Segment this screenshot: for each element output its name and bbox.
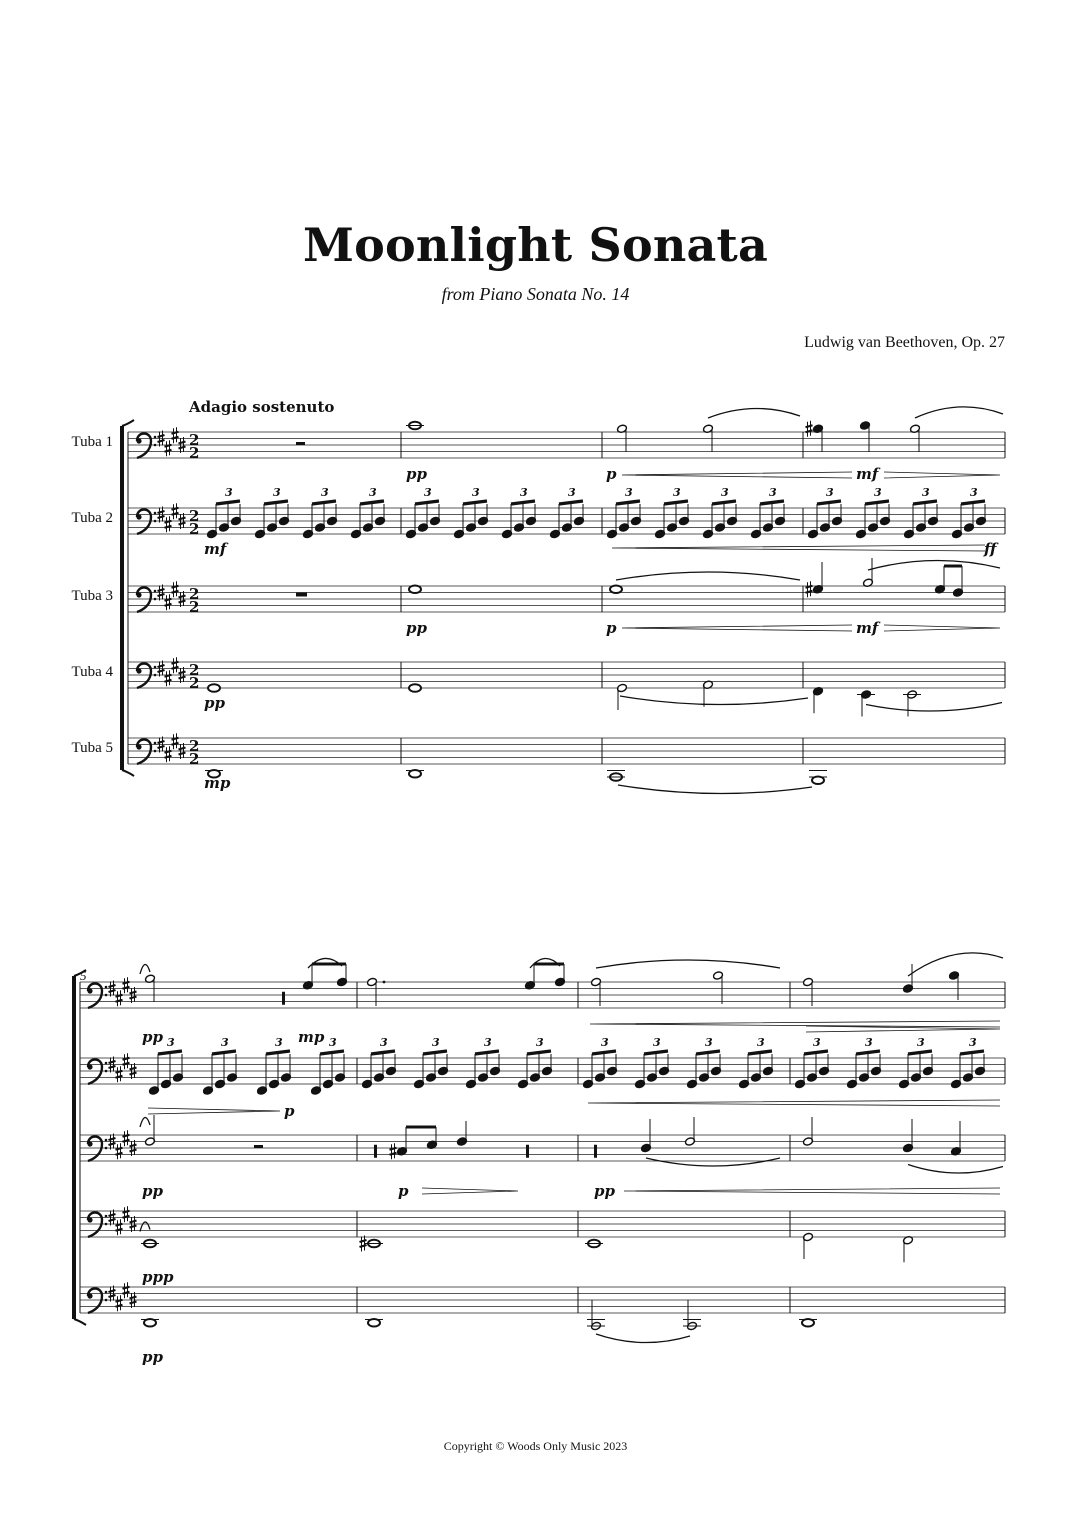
crescendo-hairpin <box>622 625 852 631</box>
time-signature-bottom: 2 <box>189 750 200 768</box>
diminuendo-hairpin <box>884 472 1000 478</box>
bracket-end <box>122 420 134 426</box>
bass-clef-icon <box>136 664 156 689</box>
tuplet-number: 3 <box>721 486 729 499</box>
bracket-end <box>74 1319 86 1325</box>
tuplet-number: 3 <box>432 1036 440 1049</box>
beam <box>856 1051 880 1054</box>
sharp-icon <box>806 421 813 437</box>
dynamic-marking: pp <box>406 619 427 637</box>
bass-clef-icon <box>87 1060 107 1085</box>
slur <box>646 1158 780 1166</box>
tuplet-number: 3 <box>329 1036 337 1049</box>
tuplet-number: 3 <box>970 486 978 499</box>
time-signature-bottom: 2 <box>189 444 200 462</box>
beam <box>371 1051 395 1054</box>
tuplet-number: 3 <box>922 486 930 499</box>
slur <box>915 407 1003 418</box>
tuplet-number: 3 <box>380 1036 388 1049</box>
slur <box>140 964 150 974</box>
beam <box>559 501 583 504</box>
slur <box>596 960 780 968</box>
tuplet-number: 3 <box>484 1036 492 1049</box>
dynamic-marking: mf <box>856 465 879 483</box>
beam <box>961 501 985 504</box>
tuplet-number: 3 <box>167 1036 175 1049</box>
beam <box>511 501 535 504</box>
bass-clef-icon <box>136 588 156 613</box>
beam <box>644 1051 668 1054</box>
page-title: Moonlight Sonata <box>303 218 768 272</box>
bass-clef-icon <box>87 1213 107 1238</box>
time-signature-bottom: 2 <box>189 674 200 692</box>
whole-note <box>812 776 824 784</box>
sharp-icon <box>172 581 179 597</box>
sharp-icon <box>390 1143 397 1159</box>
beam <box>616 501 640 504</box>
sharp-icon <box>165 746 172 762</box>
dynamic-marking: mp <box>298 1028 325 1046</box>
quarter-rest <box>526 1145 529 1158</box>
beam <box>475 1051 499 1054</box>
tuplet-number: 3 <box>321 486 329 499</box>
dynamic-marking: mp <box>204 774 231 792</box>
beam <box>158 1051 182 1054</box>
sharp-icon <box>172 427 179 443</box>
slur <box>596 1334 690 1343</box>
sharp-icon <box>123 977 130 993</box>
measure-number: 5 <box>80 968 87 983</box>
half-rest <box>254 1145 263 1148</box>
beam <box>804 1051 828 1054</box>
time-signature-top: 2 <box>189 661 200 679</box>
bass-clef-icon <box>87 1289 107 1314</box>
tuplet-number: 3 <box>520 486 528 499</box>
sharp-icon <box>116 1066 123 1082</box>
tuplet-number: 3 <box>273 486 281 499</box>
slur <box>620 696 808 705</box>
diminuendo-hairpin <box>422 1188 518 1194</box>
bass-clef-icon <box>136 434 156 459</box>
slur <box>618 785 812 794</box>
beam <box>817 501 841 504</box>
bracket-end <box>74 970 86 976</box>
time-signature-top: 2 <box>189 585 200 603</box>
crescendo-hairpin <box>588 1100 1000 1106</box>
instrument-label-tuba-1: Tuba 1 <box>71 434 113 450</box>
whole-note <box>409 770 421 778</box>
whole-note <box>802 1319 814 1327</box>
beam <box>312 501 336 504</box>
slur <box>140 1117 150 1127</box>
beam <box>908 1051 932 1054</box>
bass-clef-icon <box>87 984 107 1009</box>
time-signature-bottom: 2 <box>189 520 200 538</box>
whole-note <box>610 585 622 593</box>
beam <box>266 1051 290 1054</box>
dynamic-marking: mf <box>204 540 227 558</box>
tuplet-number: 3 <box>536 1036 544 1049</box>
tuplet-number: 3 <box>673 486 681 499</box>
diminuendo-hairpin <box>148 1108 280 1114</box>
sharp-icon <box>172 657 179 673</box>
whole-note <box>409 585 421 593</box>
beam <box>527 1051 551 1054</box>
tuplet-number: 3 <box>874 486 882 499</box>
whole-note <box>409 684 421 692</box>
crescendo-hairpin <box>624 1188 1000 1194</box>
dynamic-marking: p <box>398 1182 409 1200</box>
tuplet-number: 3 <box>826 486 834 499</box>
sharp-icon <box>123 1053 130 1069</box>
copyright-notice: Copyright © Woods Only Music 2023 <box>443 1439 628 1453</box>
dynamic-marking: pp <box>142 1028 163 1046</box>
slur <box>908 1165 1003 1174</box>
dynamic-marking: pp <box>142 1348 163 1366</box>
quarter-rest <box>282 992 285 1005</box>
dynamic-marking: p <box>606 465 617 483</box>
sharp-icon <box>123 1282 130 1298</box>
sharp-icon <box>116 1295 123 1311</box>
bass-clef-icon <box>136 740 156 765</box>
sharp-icon <box>116 1143 123 1159</box>
quarter-rest <box>594 1145 597 1158</box>
beam <box>320 1051 344 1054</box>
beam <box>264 501 288 504</box>
sharp-icon <box>165 440 172 456</box>
half-rest <box>296 442 305 445</box>
subtitle: from Piano Sonata No. 14 <box>441 284 630 304</box>
whole-note <box>208 684 220 692</box>
instrument-label-tuba-5: Tuba 5 <box>71 740 113 756</box>
dynamic-marking: p <box>606 619 617 637</box>
augmentation-dot <box>383 981 386 984</box>
crescendo-hairpin <box>622 472 852 478</box>
beam <box>760 501 784 504</box>
beam <box>463 501 487 504</box>
whole-note <box>144 1319 156 1327</box>
tuplet-number: 3 <box>769 486 777 499</box>
sharp-icon <box>116 990 123 1006</box>
whole-rest <box>296 593 307 597</box>
tuplet-number: 3 <box>969 1036 977 1049</box>
bracket-end <box>122 770 134 776</box>
beam <box>216 501 240 504</box>
tuplet-number: 3 <box>221 1036 229 1049</box>
slur <box>868 560 1000 570</box>
crescendo-hairpin <box>590 1021 1000 1027</box>
sharp-icon <box>172 733 179 749</box>
dynamic-marking: pp <box>406 465 427 483</box>
tuplet-number: 3 <box>472 486 480 499</box>
bass-clef-icon <box>87 1137 107 1162</box>
time-signature-top: 2 <box>189 737 200 755</box>
beam <box>913 501 937 504</box>
diminuendo-hairpin <box>884 625 1000 631</box>
slur <box>616 572 800 580</box>
sharp-icon <box>123 1130 130 1146</box>
beam <box>696 1051 720 1054</box>
tuplet-number: 3 <box>917 1036 925 1049</box>
dynamic-marking: ppp <box>142 1268 174 1286</box>
dynamic-marking: ff <box>984 540 997 558</box>
crescendo-hairpin <box>612 545 985 551</box>
quarter-rest <box>374 1145 377 1158</box>
beam <box>664 501 688 504</box>
time-signature-top: 2 <box>189 431 200 449</box>
tuplet-number: 3 <box>705 1036 713 1049</box>
tuplet-number: 3 <box>424 486 432 499</box>
slur <box>708 408 800 418</box>
sharp-icon <box>165 670 172 686</box>
instrument-label-tuba-2: Tuba 2 <box>71 510 113 526</box>
sharp-icon <box>172 503 179 519</box>
beam <box>960 1051 984 1054</box>
dynamic-marking: pp <box>204 694 225 712</box>
beam <box>212 1051 236 1054</box>
tuplet-number: 3 <box>653 1036 661 1049</box>
tuplet-number: 3 <box>275 1036 283 1049</box>
tuplet-number: 3 <box>369 486 377 499</box>
slur <box>866 703 1002 712</box>
beam <box>415 501 439 504</box>
beam <box>712 501 736 504</box>
slur <box>140 1222 150 1232</box>
beam <box>592 1051 616 1054</box>
dynamic-marking: pp <box>594 1182 615 1200</box>
beam <box>423 1051 447 1054</box>
whole-note <box>368 1319 380 1327</box>
sharp-icon <box>165 594 172 610</box>
tuplet-number: 3 <box>813 1036 821 1049</box>
time-signature-bottom: 2 <box>189 598 200 616</box>
tempo-marking: Adagio sostenuto <box>189 398 335 416</box>
tuplet-number: 3 <box>568 486 576 499</box>
beam <box>360 501 384 504</box>
tuplet-number: 3 <box>757 1036 765 1049</box>
time-signature-top: 2 <box>189 507 200 525</box>
beam <box>748 1051 772 1054</box>
tuplet-number: 3 <box>601 1036 609 1049</box>
instrument-label-tuba-3: Tuba 3 <box>71 588 113 604</box>
tuplet-number: 3 <box>625 486 633 499</box>
instrument-label-tuba-4: Tuba 4 <box>71 664 113 680</box>
dynamic-marking: mf <box>856 619 879 637</box>
bass-clef-icon <box>136 510 156 535</box>
sharp-icon <box>123 1206 130 1222</box>
tuplet-number: 3 <box>225 486 233 499</box>
composer-credit: Ludwig van Beethoven, Op. 27 <box>804 334 1005 351</box>
sharp-icon <box>116 1219 123 1235</box>
beam <box>865 501 889 504</box>
tuplet-number: 3 <box>865 1036 873 1049</box>
dynamic-marking: pp <box>142 1182 163 1200</box>
sharp-icon <box>806 581 813 597</box>
dynamic-marking: p <box>284 1102 295 1120</box>
sharp-icon <box>165 516 172 532</box>
